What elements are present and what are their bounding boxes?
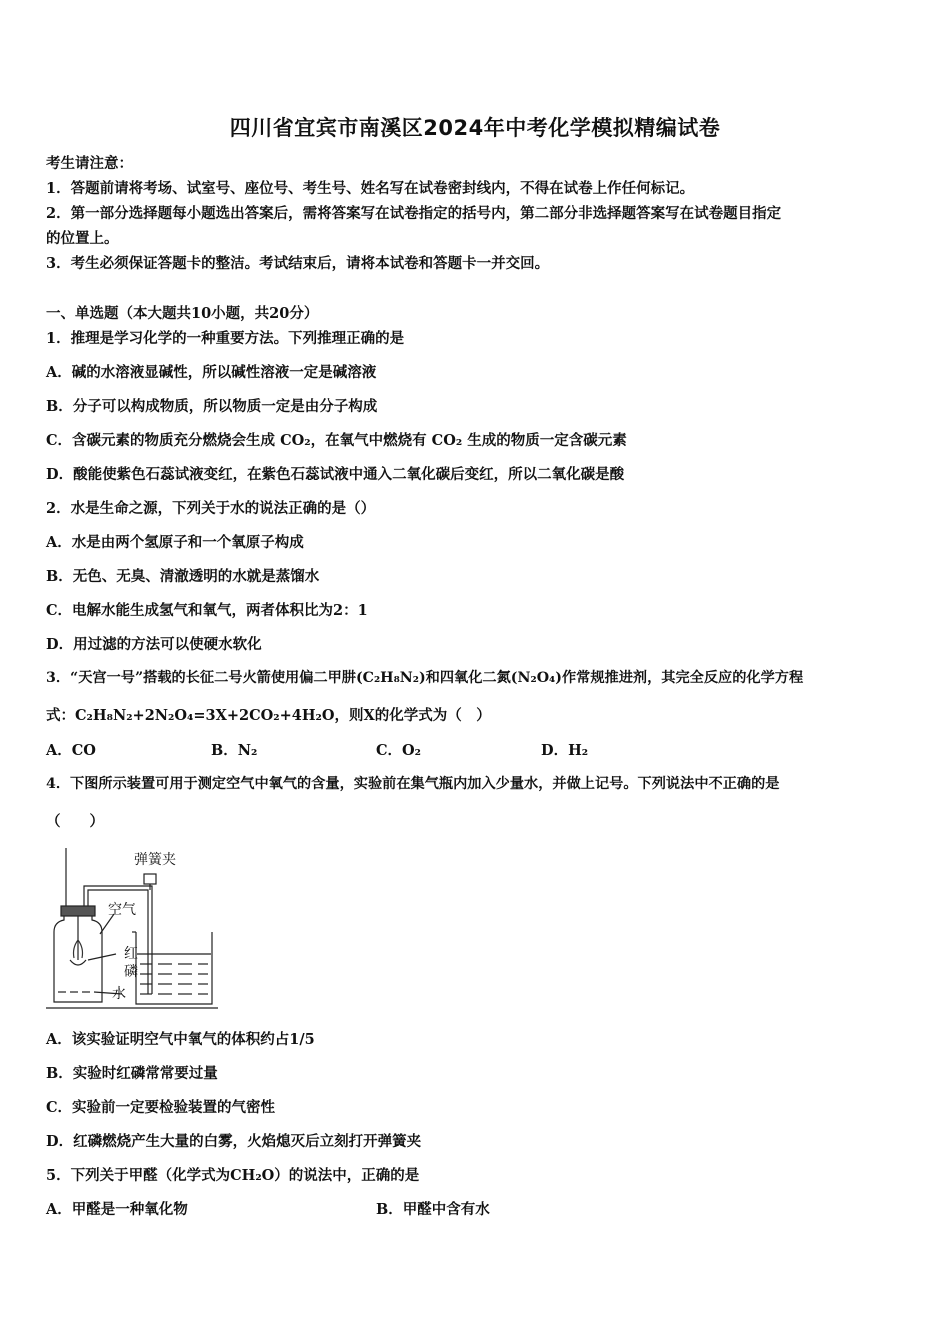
question-4-option-c: C．实验前一定要检验装置的气密性 (46, 1099, 276, 1116)
question-4-stem: 4．下图所示装置可用于测定空气中氧气的含量，实验前在集气瓶内加入少量水，并做上记号。下列说法中不正确的是 (46, 776, 780, 792)
spring-clamp (144, 874, 156, 884)
question-2-option-d: D．用过滤的方法可以使硬水软化 (46, 636, 262, 653)
question-4-option-b: B．实验时红磷常常要过量 (46, 1065, 218, 1082)
question-2-option-a: A．水是由两个氢原子和一个氧原子构成 (46, 534, 304, 551)
question-4-stem-continued: （ ） (46, 813, 104, 830)
question-3-stem-continued: 式：C₂H₈N₂+2N₂O₄=3X+2CO₂+4H₂O，则X的化学式为（ ） (46, 707, 491, 724)
question-1-option-a: A．碱的水溶液显碱性，所以碱性溶液一定是碱溶液 (46, 364, 377, 381)
section-heading: 一、单选题（本大题共10小题，共20分） (46, 305, 319, 322)
question-3-option-a: A．CO (46, 742, 96, 759)
label-red: 红 (124, 946, 138, 962)
question-1-stem: 1．推理是学习化学的一种重要方法。下列推理正确的是 (46, 330, 405, 347)
stopper (61, 906, 95, 916)
question-3-stem: 3．“天宫一号”搭载的长征二号火箭使用偏二甲肼(C₂H₈N₂)和四氧化二氮(N₂O₄)作常规推进剂，其完全反应的化学方程 (46, 670, 804, 686)
question-1-option-d: D．酸能使紫色石蕊试液变红，在紫色石蕊试液中通入二氧化碳后变红，所以二氧化碳是酸 (46, 466, 625, 483)
notice-item: 2．第一部分选择题每小题选出答案后，需将答案写在试卷指定的括号内，第二部分非选择题答案写在试卷题目指定 (46, 205, 782, 222)
question-2-option-b: B．无色、无臭、清澈透明的水就是蒸馏水 (46, 568, 320, 585)
label-water: 水 (112, 986, 126, 1002)
label-phosphorus: 磷 (124, 964, 138, 980)
notice-item: 的位置上。 (46, 230, 119, 247)
question-3-option-b: B．N₂ (211, 742, 258, 759)
apparatus-diagram (44, 842, 224, 1012)
question-5-option-a: A．甲醛是一种氧化物 (46, 1201, 188, 1218)
question-1-option-b: B．分子可以构成物质，所以物质一定是由分子构成 (46, 398, 378, 415)
question-2-option-c: C．电解水能生成氢气和氧气，两者体积比为2：1 (46, 602, 368, 619)
notice-item: 1．答题前请将考场、试室号、座位号、考生号、姓名写在试卷密封线内，不得在试卷上作任何标记。 (46, 180, 695, 197)
burning-spoon (70, 960, 86, 965)
question-4-option-a: A．该实验证明空气中氧气的体积约占1/5 (46, 1031, 315, 1048)
notice-heading: 考生请注意： (46, 155, 133, 172)
beaker (136, 932, 212, 1004)
label-air: 空气 (108, 902, 136, 918)
label-spring-clamp: 弹簧夹 (134, 852, 176, 868)
notice-item: 3．考生必须保证答题卡的整洁。考试结束后，请将本试卷和答题卡一并交回。 (46, 255, 550, 272)
question-4-option-d: D．红磷燃烧产生大量的白雾，火焰熄灭后立刻打开弹簧夹 (46, 1133, 422, 1150)
question-2-stem: 2．水是生命之源，下列关于水的说法正确的是（） (46, 500, 376, 517)
page-title: 四川省宜宾市南溪区2024年中考化学模拟精编试卷 (229, 116, 721, 140)
question-1-option-c: C．含碳元素的物质充分燃烧会生成 CO₂，在氧气中燃烧有 CO₂ 生成的物质一定含碳元素 (46, 432, 627, 449)
question-5-stem: 5．下列关于甲醛（化学式为CH₂O）的说法中，正确的是 (46, 1167, 420, 1184)
question-5-option-b: B．甲醛中含有水 (376, 1201, 490, 1218)
apparatus-figure (44, 842, 224, 1012)
question-3-option-c: C．O₂ (376, 742, 422, 759)
question-3-option-d: D．H₂ (541, 742, 589, 759)
